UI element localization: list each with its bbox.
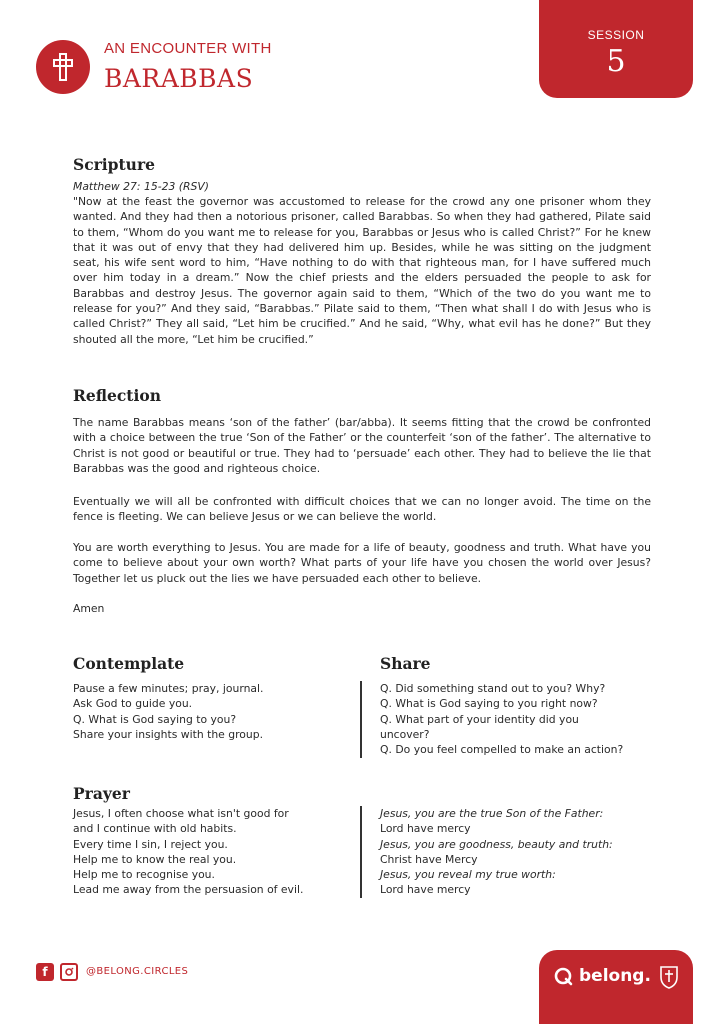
prayer-line: and I continue with old habits. (73, 822, 237, 836)
instagram-icon[interactable] (60, 963, 78, 981)
response-divider (360, 806, 362, 898)
response-reply: Lord have mercy (380, 822, 471, 836)
cross-icon (36, 40, 90, 94)
prayer-line: Jesus, I often choose what isn't good for (73, 807, 289, 820)
prayer-list (73, 806, 303, 898)
prayer-heading: Prayer (73, 784, 130, 803)
response-invocation: Jesus, you are goodness, beauty and truth: (380, 837, 613, 851)
session-number: 5 (606, 44, 626, 79)
share-line: uncover? (380, 727, 430, 741)
shield-crest-icon (659, 964, 679, 990)
contemplate-line: Pause a few minutes; pray, journal. (73, 682, 264, 695)
response-list (380, 806, 613, 898)
share-divider (360, 681, 362, 758)
belong-mark-icon (553, 966, 575, 988)
page-title: BARABBAS (104, 64, 254, 93)
contemplate-line: Ask God to guide you. (73, 697, 193, 711)
reflection-paragraph-1: The name Barabbas means ‘son of the father’ (bar/abba). It seems fitting that the crowd be confronted with a choice between the true ‘Son of the Father’ or the counterfeit ‘son of the father’. The alternative to Christ is not good or beautiful or true. They had to ‘persuade’ each other. They had to believe the lie that Barabbas was the good and righteous choice. (73, 416, 651, 475)
scripture-heading: Scripture (73, 155, 155, 174)
reflection-paragraph-3: You are worth everything to Jesus. You are made for a life of beauty, goodness and truth. What have you come to believe about your own worth? What parts of your life have you chosen the world over Jesus? Together let us pluck out the lies we have persuaded each other to believe. (73, 541, 651, 585)
share-line: Q. Do you feel compelled to make an action? (380, 743, 624, 757)
reflection-amen: Amen (73, 602, 105, 615)
prayer-line: Every time I sin, I reject you. (73, 837, 228, 851)
contemplate-line: Q. What is God saying to you? (73, 712, 237, 726)
share-line: Q. Did something stand out to you? Why? (380, 682, 606, 695)
response-reply: Christ have Mercy (380, 852, 478, 866)
share-list (380, 681, 623, 757)
response-invocation: Jesus, you reveal my true worth: (380, 868, 556, 882)
brand-name: belong. (579, 966, 651, 986)
response-invocation: Jesus, you are the true Son of the Father: (380, 807, 604, 820)
contemplate-heading: Contemplate (73, 654, 185, 673)
share-line: Q. What part of your identity did you (380, 712, 579, 726)
share-heading: Share (380, 654, 431, 673)
prayer-line: Lead me away from the persuasion of evil. (73, 883, 304, 897)
footer-brand-tab (539, 950, 693, 1024)
session-label: SESSION (587, 28, 645, 42)
contemplate-list (73, 681, 263, 742)
reflection-paragraph-2: Eventually we will all be confronted with difficult choices that we can no longer avoid. The time on the fence is fleeting. We can believe Jesus or we can believe the world. (73, 495, 651, 524)
response-reply: Lord have mercy (380, 883, 471, 897)
social-handle[interactable]: @BELONG.CIRCLES (86, 966, 189, 977)
prayer-line: Help me to know the real you. (73, 852, 237, 866)
scripture-reference: Matthew 27: 15-23 (RSV) (73, 180, 209, 193)
contemplate-line: Share your insights with the group. (73, 727, 264, 741)
session-badge (539, 0, 693, 98)
facebook-icon[interactable]: f (36, 963, 54, 981)
share-line: Q. What is God saying to you right now? (380, 697, 598, 711)
header-kicker: AN ENCOUNTER WITH (104, 40, 272, 57)
scripture-text: "Now at the feast the governor was accustomed to release for the crowd any one prisoner whom they wanted. And they had then a notorious prisoner, called Barabbas. So when they had gathered, Pilate said to them, “Whom do you want me to release for you, Barabbas or Jesus who is called Christ?” For he knew that it was out of envy that they had delivered him up. Besides, while he was sitting on the judgment seat, his wife sent word to him, “Have nothing to do with that righteous man, for I have suffered much over him today in a dream.” Now the chief priests and the elders persuaded the people to ask for Barabbas and destroy Jesus. The governor again said to them, “Which of the two do you want me to release for you?” And they said, “Barabbas.” Pilate said to them, “Then what shall I do with Jesus who is called Christ?” They all said, “Let him be crucified.” And he said, “Why, what evil has he done?” But they shouted all the more, “Let him be crucified.” (73, 195, 651, 346)
prayer-line: Help me to recognise you. (73, 868, 215, 882)
reflection-heading: Reflection (73, 386, 161, 405)
